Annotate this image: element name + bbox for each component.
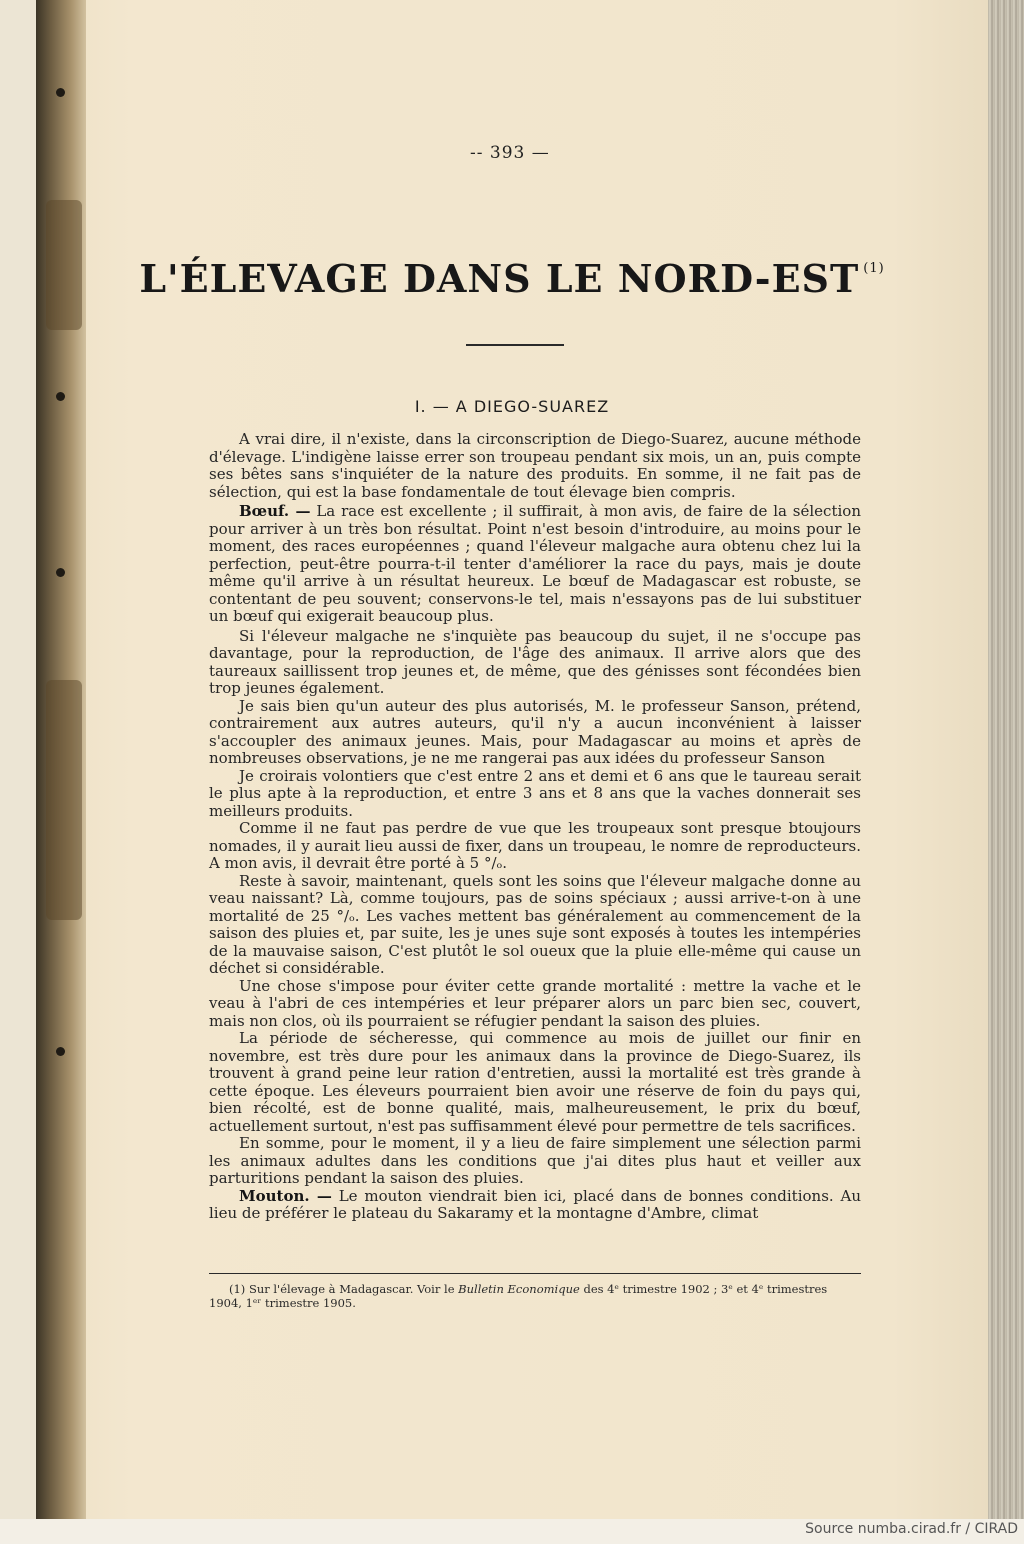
footnote-italic: Bulletin Economique — [458, 1282, 580, 1296]
paragraph: En somme, pour le moment, il y a lieu de faire simplement une sélection parmi les animaux adultes dans les conditions que j'ai dites plus haut et veiller aux parturitions pendant la saison des pluies. — [209, 1134, 861, 1187]
binding-hole — [56, 88, 65, 97]
paragraph-mouton — [209, 1188, 861, 1223]
paragraph: Si l'éleveur malgache ne s'inquiète pas beaucoup du sujet, il ne s'occupe pas davantage, pour la reproduction, de l'âge des animaux. Il arrive alors que des taureaux saillissent trop jeunes et, de même, que des génisses sont fécondées bien trop jeunes également. — [209, 626, 861, 697]
title-footnote-ref: (1) — [863, 261, 885, 276]
article-title — [0, 256, 1024, 301]
paragraph-text: La race est excellente ; il suffirait, à mon avis, de faire de la sélection pour arriver à un très bon résultat. Point n'est besoin d'introduire, au moins pour le moment, des races européennes ; quand l'éleveur malgache aura obtenu chez lui la perfection, peut-être pourra-t-il tenter d'améliorer la race du pays, mais je doute même qu'il arrive à un résultat heureux. Le bœuf de Madagascar est robuste, se contentant de peu souvent; conservons-le tel, mais n'essayons pas de lui substituer un bœuf qui exigerait beaucoup plus. — [209, 502, 861, 625]
title-text: L'ÉLEVAGE DANS LE NORD-EST — [139, 256, 860, 301]
paragraph-text: Le mouton viendrait bien ici, placé dans de bonnes conditions. Au lieu de préférer le plateau du Sakaramy et la montagne d'Ambre, climat — [209, 1186, 861, 1222]
book-binding — [36, 0, 86, 1519]
binding-hole — [56, 1047, 65, 1056]
lead-word-boeuf: Bœuf. — — [239, 502, 311, 520]
paragraph: Reste à savoir, maintenant, quels sont les soins que l'éleveur malgache donne au veau naissant? Là, comme toujours, pas de soins spéciaux ; aussi arrive-t-on à une mortalité de 25 °/ₒ. Les vaches mettent bas généralement au commencement de la saison des pluies et, par suite, les je unes suje sont exposés à toutes les intempéries de la mauvaise saison, C'est plutôt le sol oueux que la pluie elle-même qui cause un déchet si considérable. — [209, 871, 861, 977]
paragraph: Je croirais volontiers que c'est entre 2 ans et demi et 6 ans que le taureau serait le plus apte à la reproduction, et entre 3 ans et 8 ans que la vaches donnerait ses meilleurs produits. — [209, 766, 861, 820]
binding-hole — [56, 568, 65, 577]
paragraph: A vrai dire, il n'existe, dans la circonscription de Diego-Suarez, aucune méthode d'élevage. L'indigène laisse errer son troupeau pendant six mois, un an, puis compte ses bêtes sans s'inquiéter de la nature des produits. En somme, il ne fait pas de sélection, qui est la base fondamentale de tout élevage bien compris. — [209, 430, 861, 501]
article-body — [209, 431, 861, 1223]
section-heading: I. — A DIEGO-SUAREZ — [414, 397, 610, 416]
paragraph: Une chose s'impose pour éviter cette grande mortalité : mettre la vache et le veau à l'abri de ces intempéries et leur préparer alors un parc bien sec, couvert, mais non clos, où ils pourraient se réfugier pendant la saison des pluies. — [209, 976, 861, 1030]
paragraph: Je sais bien qu'un auteur des plus autorisés, M. le professeur Sanson, prétend, contrairement aux autres auteurs, qu'il n'y a aucun inconvénient à laisser s'accoupler des animaux jeunes. Mais, pour Madagascar au moins et après de nombreuses observations, je ne me rangerai pas aux idées du professeur Sanson — [209, 696, 861, 767]
footnote-rule — [209, 1273, 861, 1274]
page-number: -- 393 — — [470, 143, 550, 163]
footnote — [209, 1282, 861, 1310]
paragraph: Comme il ne faut pas perdre de vue que les troupeaux sont presque btoujours nomades, il y aurait lieu aussi de fixer, dans un troupeau, le nomre de reproducteurs. A mon avis, il devrait être porté à 5 °/ₒ. — [209, 819, 861, 872]
lead-word-mouton: Mouton. — — [239, 1186, 332, 1205]
page-edges — [988, 0, 1024, 1519]
footnote-text: des 4ᵉ trimestre 1902 ; 3ᵉ et 4ᵉ trimestres 1904, 1ᵉʳ trimestre 1905. — [209, 1282, 828, 1310]
source-credit: Source numba.cirad.fr / CIRAD — [805, 1521, 1018, 1537]
title-rule — [466, 344, 564, 346]
footnote-text: (1) Sur l'élevage à Madagascar. Voir le — [229, 1282, 455, 1296]
paragraph: La période de sécheresse, qui commence au mois de juillet our finir en novembre, est très dure pour les animaux dans la province de Diego-Suarez, ils trouvent à grand peine leur ration d'entretien, aussi la mortalité est très grande à cette époque. Les éleveurs pourraient bien avoir une réserve de foin du pays qui, bien récolté, est de bonne qualité, mais, malheureusement, le prix du bœuf, actuellement surtout, n'est pas suffisamment élevé pour permettre de tels sacrifices. — [209, 1029, 861, 1135]
paragraph-boeuf — [209, 503, 861, 626]
binding-stain — [46, 680, 82, 920]
